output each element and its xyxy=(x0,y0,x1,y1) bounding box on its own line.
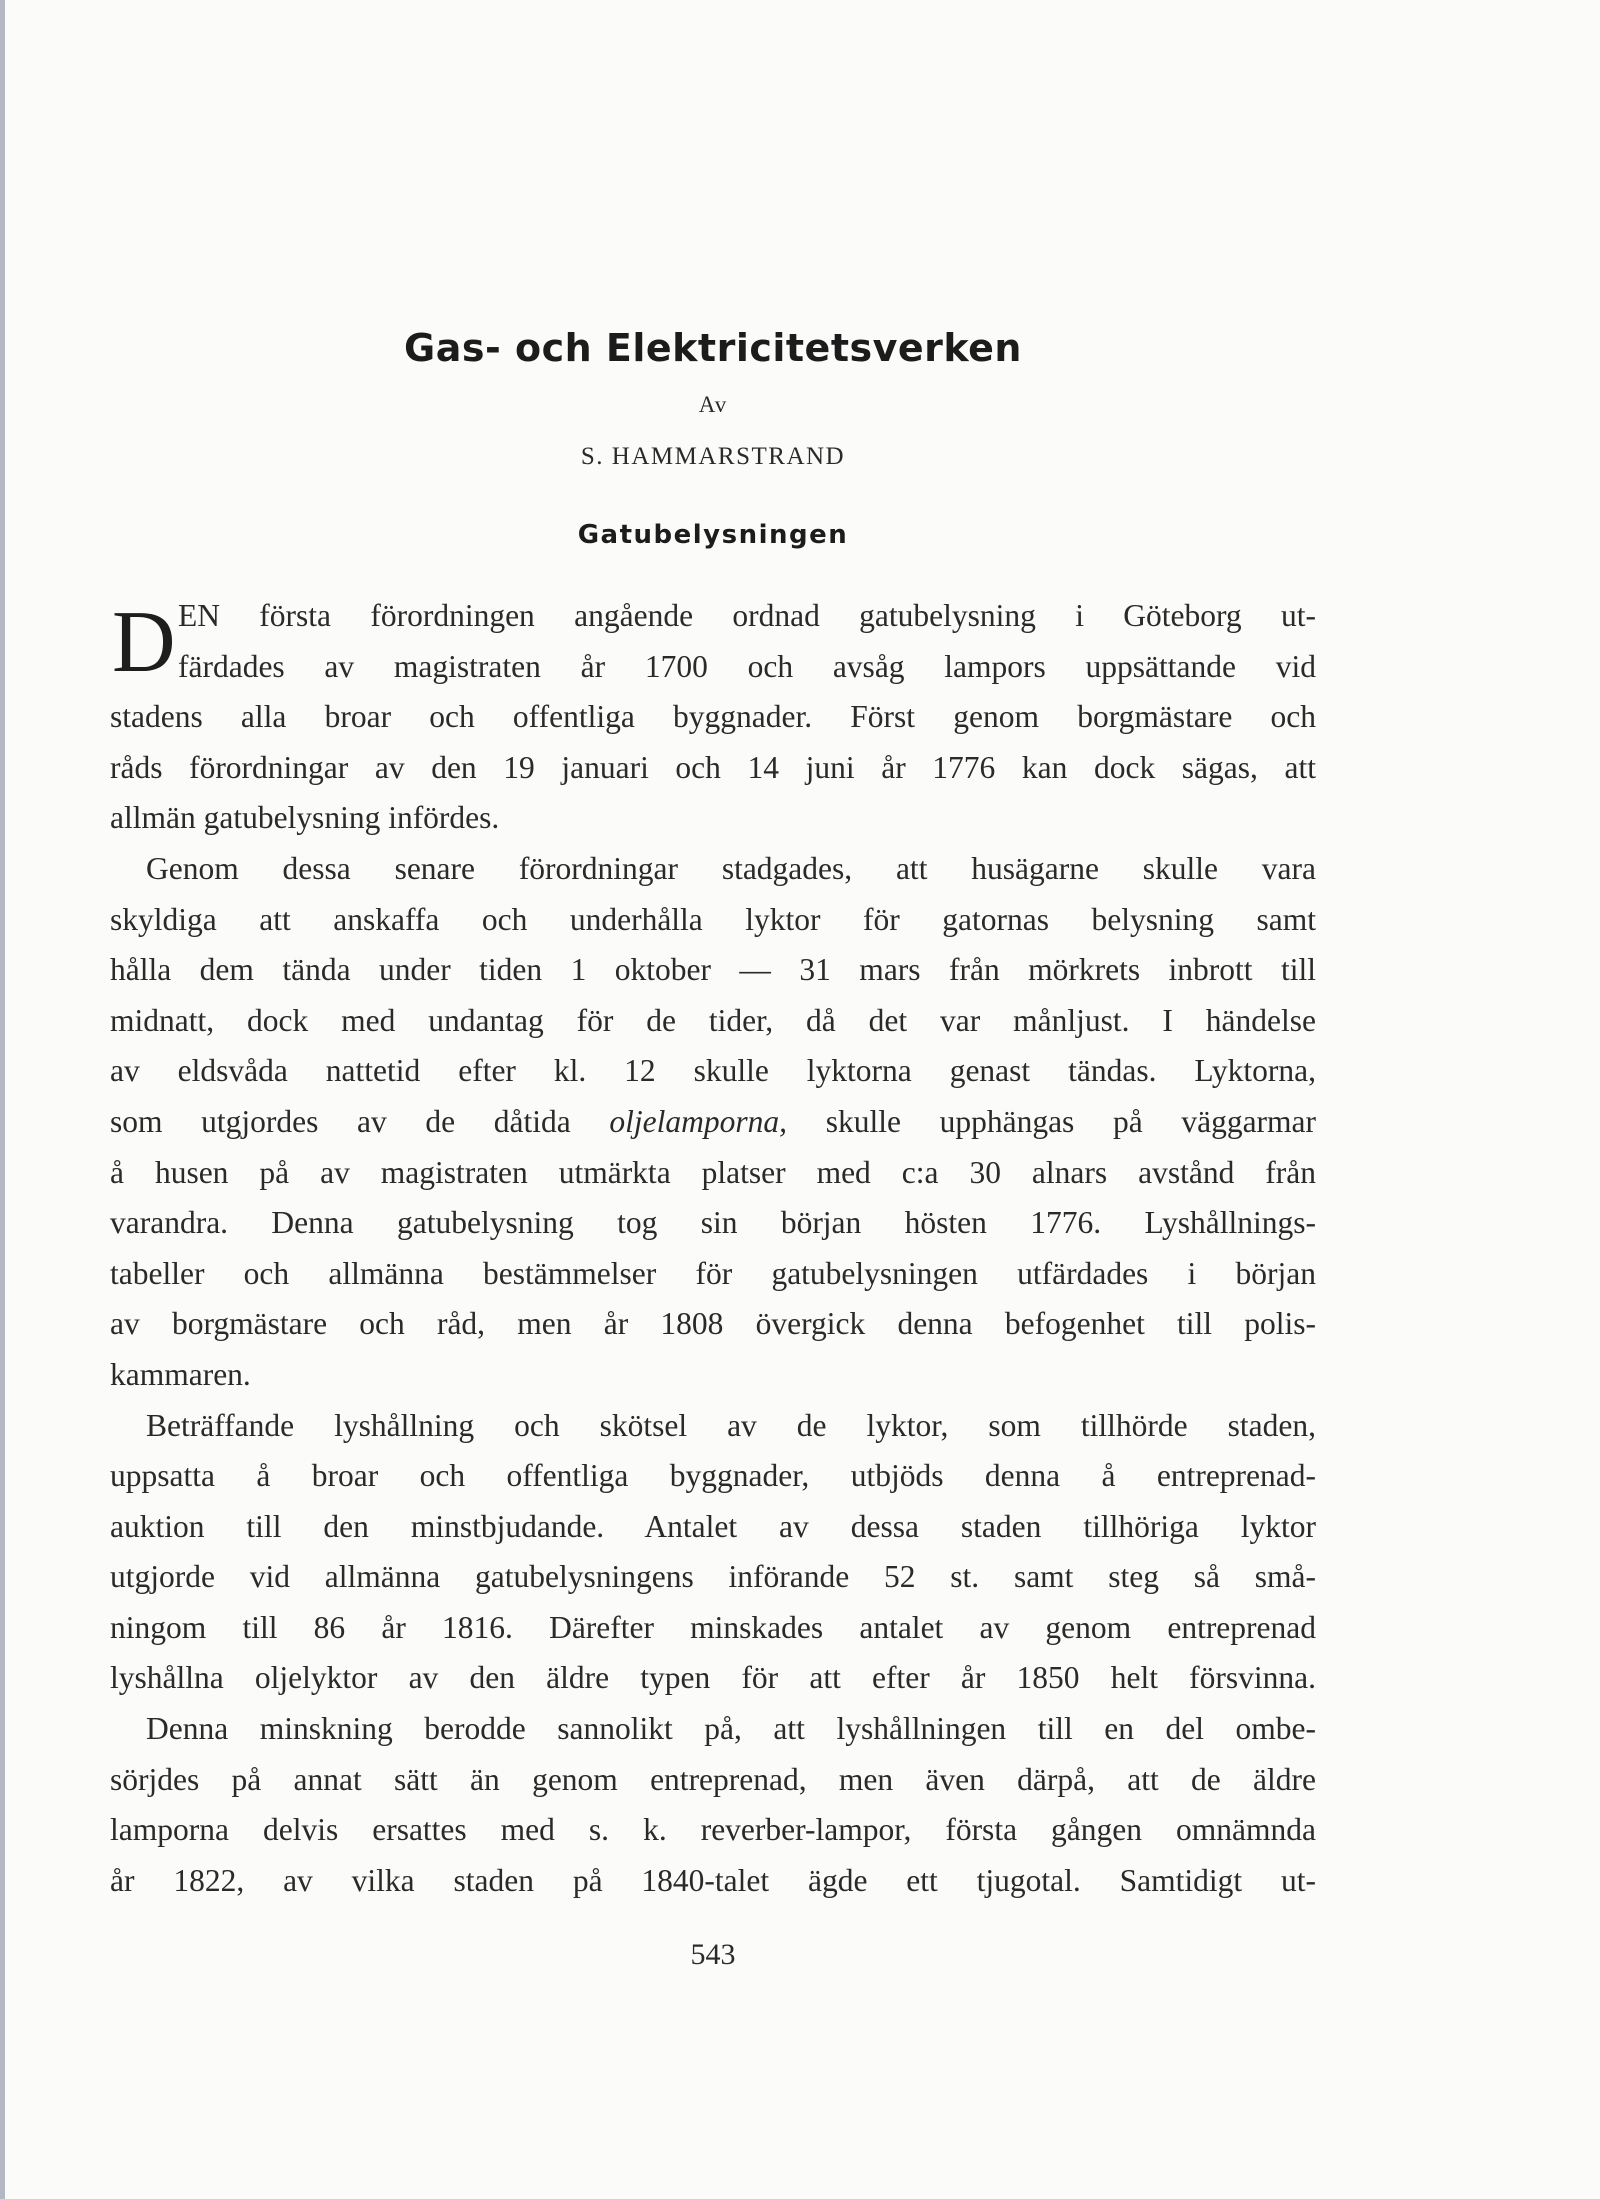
book-page xyxy=(110,0,1316,2199)
text-line: skyldiga att anskaffa och underhålla lyktor för gatornas belysning samt xyxy=(110,901,1316,937)
text-line: lamporna delvis ersattes med s. k. reverber-lampor, första gången omnämnda xyxy=(110,1812,1316,1848)
text-line: Beträffande lyshållning och skötsel av de lyktor, som tillhörde staden, xyxy=(146,1407,1316,1443)
text-fragment: som utgjordes av de dåtida xyxy=(110,1103,571,1139)
scan-edge xyxy=(0,0,5,2199)
section-title: Gatubelysningen xyxy=(577,520,849,550)
text-line: lyshållna oljelyktor av den äldre typen för att efter år 1850 helt försvinna. xyxy=(110,1660,1316,1696)
text-line: Denna minskning berodde sannolikt på, att lyshållningen till en del ombe- xyxy=(146,1711,1316,1747)
page-number: 543 xyxy=(690,1938,736,1971)
text-line: stadens alla broar och offentliga byggnader. Först genom borgmästare och xyxy=(110,699,1316,735)
text-line: ningom till 86 år 1816. Därefter minskades antalet av genom entreprenad xyxy=(110,1609,1316,1645)
text-line: av eldsvåda nattetid efter kl. 12 skulle lyktorna genast tändas. Lyktorna, xyxy=(110,1053,1316,1089)
text-line: Genom dessa senare förordningar stadgades, att husägarne skulle vara xyxy=(146,850,1316,886)
text-line: EN första förordningen angående ordnad gatubelysning i Göteborg ut- xyxy=(178,598,1316,633)
drop-cap: D xyxy=(112,594,176,691)
text-line: tabeller och allmänna bestämmelser för gatubelysningen utfärdades i början xyxy=(110,1255,1316,1291)
text-line: varandra. Denna gatubelysning tog sin början hösten 1776. Lyshållnings- xyxy=(110,1205,1316,1241)
text-line: allmän gatubelysning infördes. xyxy=(110,800,500,836)
paragraph-3 xyxy=(110,1401,1316,1705)
text-line: färdades av magistraten år 1700 och avsåg lampors uppsättande vid xyxy=(178,648,1316,684)
paragraph-1 xyxy=(110,591,1316,844)
text-line: utgjorde vid allmänna gatubelysningens införande 52 st. samt steg så små- xyxy=(110,1559,1316,1595)
text-line: råds förordningar av den 19 januari och 14 juni år 1776 kan dock sägas, att xyxy=(110,749,1316,785)
text-line: sörjdes på annat sätt än genom entreprenad, men även därpå, att de äldre xyxy=(110,1761,1316,1797)
text-line: å husen på av magistraten utmärkta platser med c:a 30 alnars avstånd från xyxy=(110,1154,1316,1190)
paragraph-4 xyxy=(110,1704,1316,1906)
text-line: år 1822, av vilka staden på 1840-talet ägde ett tjugotal. Samtidigt ut- xyxy=(110,1862,1316,1898)
italic-term: oljelamporna, xyxy=(609,1103,788,1139)
paragraph-2 xyxy=(110,844,1316,1401)
byline: Av xyxy=(698,392,728,417)
text-line: auktion till den minstbjudande. Antalet av dessa staden tillhöriga lyktor xyxy=(110,1508,1316,1544)
author-name: S. HAMMARSTRAND xyxy=(580,443,846,470)
text-fragment: skulle upphängas på väggarmar xyxy=(825,1103,1316,1139)
text-line-with-italic xyxy=(110,1097,1316,1148)
text-line: hålla dem tända under tiden 1 oktober — 31 mars från mörkrets inbrott till xyxy=(110,952,1316,988)
article-title: Gas- och Elektricitetsverken xyxy=(404,326,1022,370)
text-line: av borgmästare och råd, men år 1808 övergick denna befogenhet till polis- xyxy=(110,1306,1316,1342)
text-line: midnatt, dock med undantag för de tider, då det var månljust. I händelse xyxy=(110,1002,1316,1038)
text-line: uppsatta å broar och offentliga byggnader, utbjöds denna å entreprenad- xyxy=(110,1458,1316,1494)
article-body xyxy=(110,591,1316,1906)
text-line: kammaren. xyxy=(110,1356,251,1392)
